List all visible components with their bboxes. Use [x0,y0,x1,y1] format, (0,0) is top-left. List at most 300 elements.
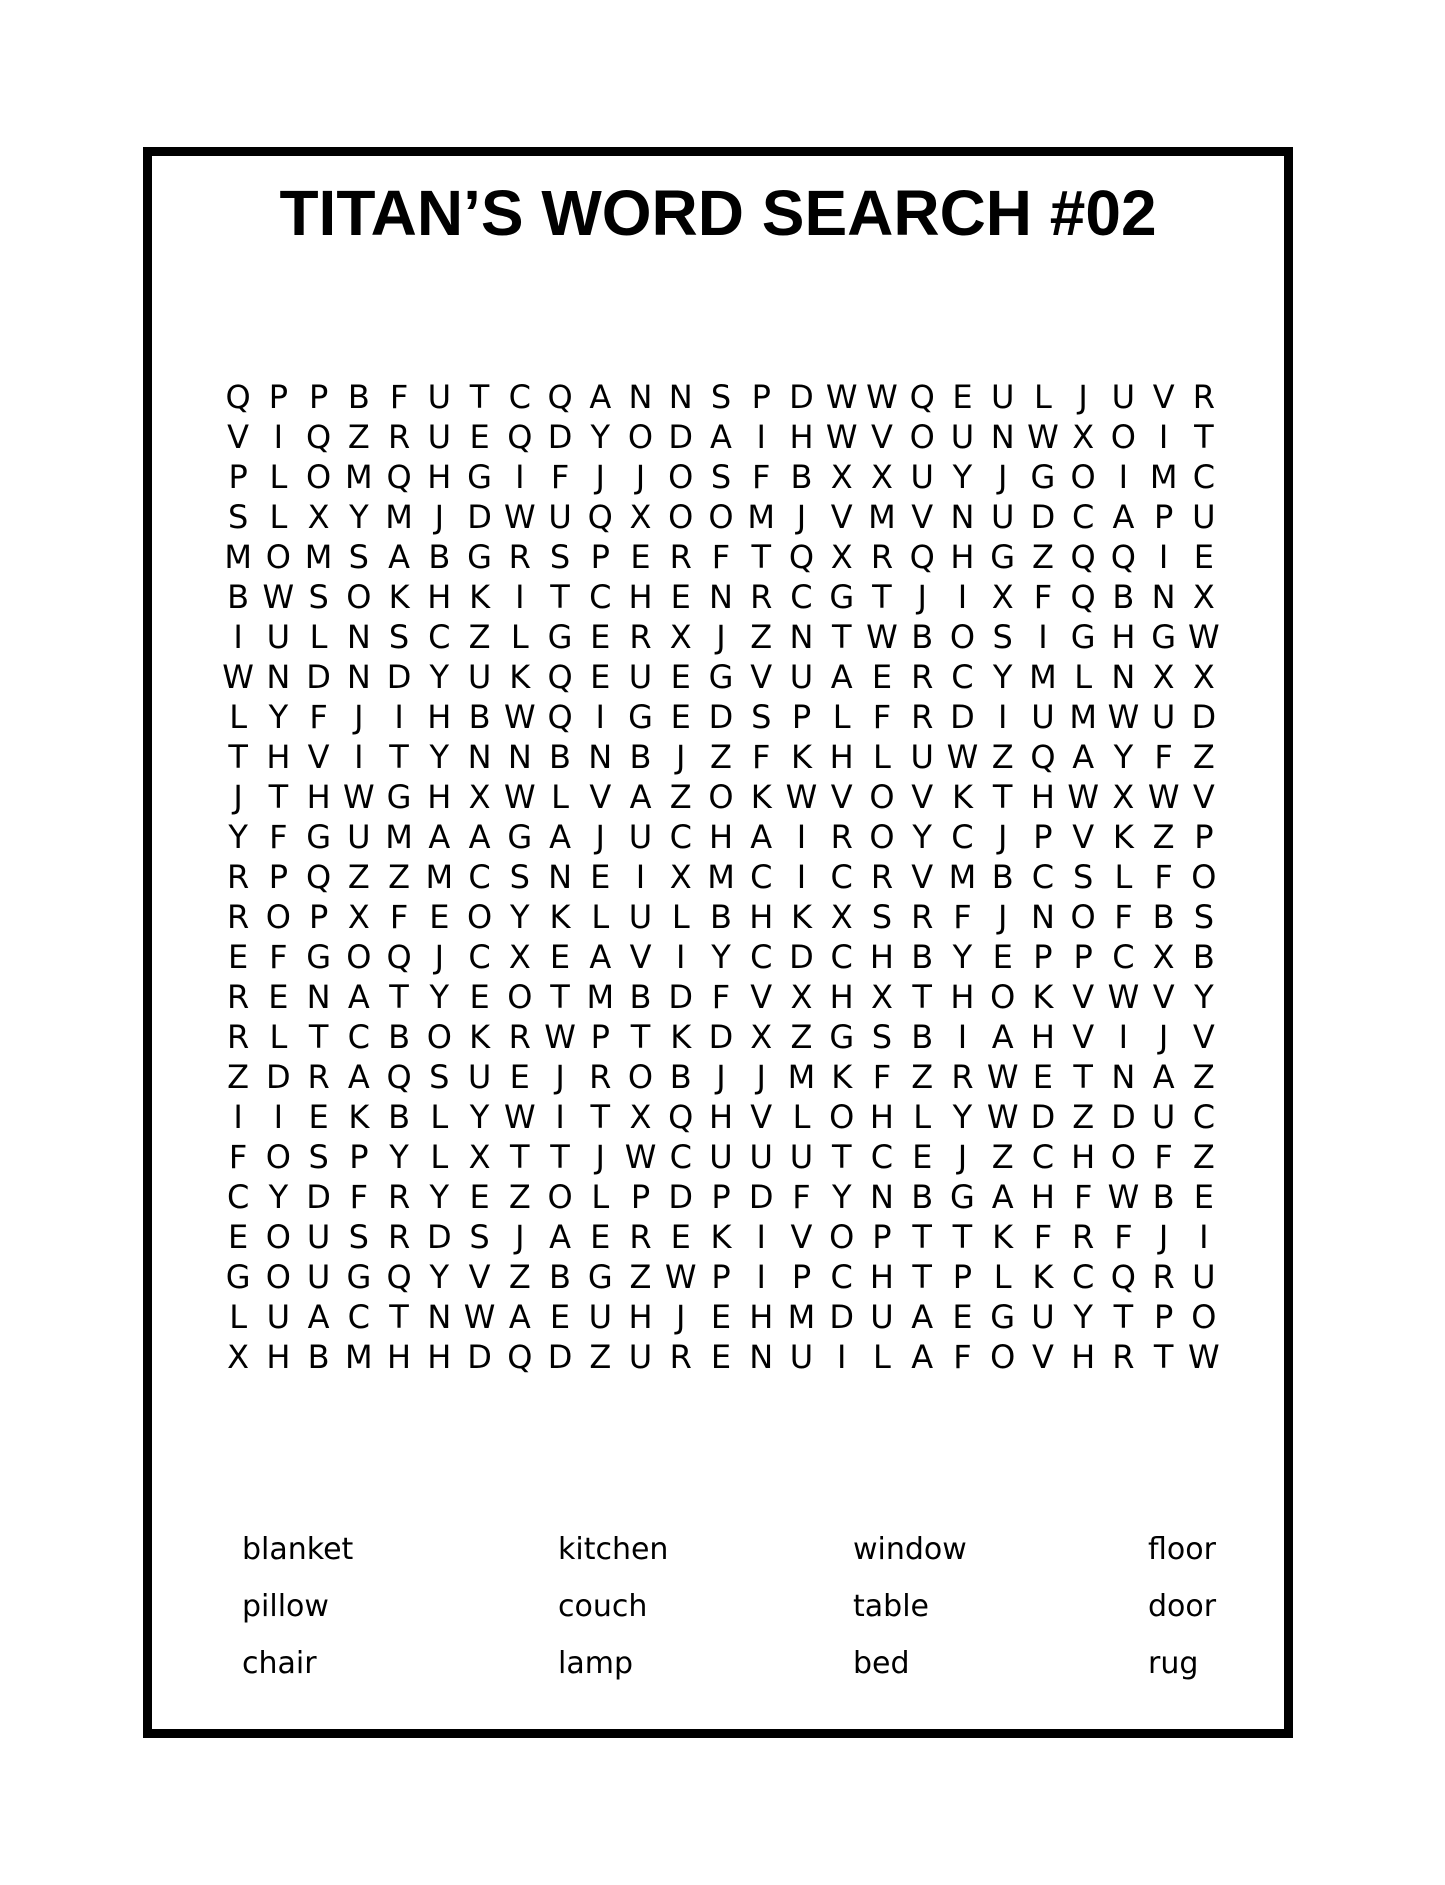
grid-letter: H [266,738,291,776]
grid-letter: U [467,658,492,696]
grid-letter: E [549,1298,571,1336]
grid-letter: N [668,378,693,416]
grid-letter: A [428,818,451,856]
grid-letter: C [226,1178,250,1216]
grid-letter: L [591,1178,610,1216]
grid-letter: L [873,1338,891,1376]
grid-letter: X [870,978,893,1016]
grid-letter: V [830,778,853,816]
grid-letter: W [1188,1338,1220,1376]
grid-letter: K [831,1058,853,1096]
grid-letter: Z [1031,538,1054,576]
grid-letter: U [347,818,371,856]
grid-letter: D [829,1298,855,1336]
grid-letter: F [752,458,771,496]
grid-letter: Q [386,458,412,496]
grid-letter: J [917,578,927,616]
grid-letter: U [910,738,934,776]
grid-letter: E [469,418,490,456]
grid-letter: S [348,538,369,576]
grid-letter: Z [1072,1098,1095,1136]
grid-letter: R [629,618,652,656]
grid-letter: C [347,1298,370,1336]
grid-letter: R [669,538,692,576]
grid-letter: U [789,1138,814,1176]
grid-letter: E [509,1058,530,1096]
grid-letter: O [1070,898,1096,936]
word-list-item: pillow [242,1589,329,1624]
word-list-item: table [853,1589,929,1624]
grid-letter: M [1069,698,1097,736]
grid-letter: S [751,698,772,736]
grid-letter: P [308,378,329,416]
grid-letter: Y [510,898,530,936]
grid-letter: C [1071,498,1095,536]
grid-letter: R [1072,1218,1095,1256]
word-list-item: lamp [558,1646,633,1681]
grid-letter: C [1192,458,1216,496]
grid-letter: G [990,1298,1016,1336]
grid-letter: W [785,778,818,816]
grid-letter: F [711,538,731,576]
grid-letter: B [991,858,1014,896]
grid-letter: K [790,738,812,776]
grid-letter: O [1191,1298,1217,1336]
grid-letter: C [790,578,813,616]
grid-letter: J [716,1058,726,1096]
grid-letter: C [951,658,974,696]
grid-letter: D [1191,698,1217,736]
grid-letter: P [268,378,288,416]
grid-letter: R [227,978,250,1016]
grid-letter: Z [1192,1058,1215,1096]
grid-letter: I [1158,418,1169,456]
grid-letter: W [503,698,536,736]
grid-letter: J [997,458,1008,496]
grid-letter: B [388,1098,411,1136]
grid-letter: J [354,698,364,736]
grid-letter: X [1072,418,1095,456]
grid-letter: G [1070,618,1096,656]
grid-letter: W [825,418,858,456]
grid-letter: B [227,578,250,616]
grid-letter: W [866,378,898,416]
grid-letter: I [1199,1218,1209,1256]
grid-letter: T [510,1138,530,1176]
grid-letter: Z [1192,738,1215,776]
grid-letter: K [388,578,410,616]
grid-letter: H [1030,778,1055,816]
grid-letter: G [346,1258,372,1296]
grid-letter: X [347,898,370,936]
grid-letter: U [910,458,934,496]
grid-letter: T [630,1018,651,1056]
grid-letter: C [428,618,451,656]
grid-letter: T [1073,1058,1093,1096]
grid-letter: I [1038,618,1048,656]
grid-letter: V [790,1218,813,1256]
grid-letter: O [1191,858,1217,896]
grid-letter: T [912,1218,932,1256]
grid-letter: U [266,1298,291,1336]
grid-letter: S [509,858,530,896]
grid-letter: L [1114,858,1133,896]
grid-letter: N [628,378,653,416]
grid-letter: V [1192,778,1215,816]
grid-letter: L [1034,378,1052,416]
grid-letter: D [547,418,573,456]
grid-letter: F [872,698,892,736]
grid-letter: Z [669,778,692,816]
grid-letter: Z [1152,818,1175,856]
grid-letter: C [870,1138,894,1176]
grid-letter: F [1114,898,1133,936]
grid-letter: D [708,1018,734,1056]
grid-letter: T [751,538,771,576]
grid-letter: Y [389,1138,409,1176]
word-list-item: kitchen [558,1532,669,1567]
grid-letter: J [997,818,1008,856]
grid-letter: X [830,898,853,936]
grid-letter: L [510,618,529,656]
grid-letter: P [1033,938,1053,976]
grid-letter: D [426,1218,452,1256]
grid-letter: F [228,1138,248,1176]
grid-letter: O [949,618,976,656]
grid-letter: T [268,778,289,816]
grid-letter: Z [468,618,491,656]
grid-letter: Z [991,738,1014,776]
grid-letter: O [265,1138,291,1176]
grid-letter: W [986,1058,1019,1096]
grid-letter: N [266,658,291,696]
grid-letter: J [676,738,686,776]
grid-letter: B [388,1018,411,1056]
grid-letter: J [756,1058,766,1096]
grid-letter: F [1114,1218,1133,1256]
grid-letter: R [750,578,773,616]
grid-letter: E [871,658,893,696]
grid-letter: D [386,658,412,696]
grid-letter: B [911,618,934,656]
grid-letter: E [469,1178,490,1216]
grid-letter: A [589,938,612,976]
grid-letter: N [990,418,1015,456]
grid-letter: O [265,538,291,576]
grid-letter: W [664,1258,697,1296]
grid-letter: V [750,978,773,1016]
grid-letter: H [829,978,854,1016]
grid-letter: L [269,1018,288,1056]
grid-letter: Z [347,858,370,896]
grid-letter: P [1073,938,1093,976]
grid-letter: C [1192,1098,1216,1136]
grid-letter: D [1030,1098,1056,1136]
grid-letter: C [830,858,853,896]
grid-letter: I [997,698,1008,736]
grid-letter: X [1112,778,1135,816]
grid-letter: J [796,498,807,536]
grid-letter: X [1192,658,1215,696]
grid-letter: F [349,1178,369,1216]
grid-letter: L [309,618,328,656]
grid-letter: L [1074,658,1093,696]
grid-letter: Z [227,1058,250,1096]
grid-letter: N [749,1338,774,1376]
grid-letter: O [869,778,895,816]
word-list-item: rug [1148,1646,1199,1681]
grid-letter: B [669,1058,692,1096]
grid-letter: V [750,1098,773,1136]
grid-letter: F [550,458,570,496]
grid-letter: E [228,938,249,976]
grid-letter: U [870,1298,894,1336]
grid-letter: Z [388,858,411,896]
grid-letter: Q [788,538,815,576]
grid-letter: U [1151,1098,1176,1136]
grid-letter: H [387,1338,412,1376]
grid-letter: D [1111,1098,1136,1136]
grid-letter: U [628,898,653,936]
grid-letter: X [629,498,652,536]
grid-letter: A [307,1298,330,1336]
grid-letter: O [708,498,734,536]
grid-letter: O [627,1058,654,1096]
word-list-item: chair [242,1646,317,1681]
grid-letter: W [1147,778,1180,816]
grid-letter: J [595,818,605,856]
grid-letter: K [710,1218,732,1256]
grid-letter: F [953,1338,972,1376]
grid-letter: C [347,1018,370,1056]
grid-letter: H [1030,1178,1055,1216]
grid-letter: E [670,1218,691,1256]
grid-letter: E [710,1298,732,1336]
grid-letter: B [1152,1178,1175,1216]
grid-letter: S [308,578,329,616]
grid-letter: N [789,618,814,656]
grid-letter: V [1192,1018,1215,1056]
grid-letter: G [628,698,653,736]
grid-letter: I [957,1018,968,1056]
grid-letter: O [346,578,372,616]
grid-letter: S [710,458,732,496]
grid-letter: A [830,658,853,696]
grid-letter: Z [790,1018,813,1056]
grid-letter: X [1192,578,1215,616]
grid-letter: A [589,378,612,416]
grid-letter: M [586,978,615,1016]
grid-letter: Y [952,1098,973,1136]
grid-letter: J [1078,378,1088,416]
grid-letter: O [668,498,694,536]
grid-letter: T [469,378,490,416]
grid-letter: I [796,858,807,896]
grid-letter: M [385,818,413,856]
grid-letter: J [957,1138,968,1176]
grid-letter: S [429,1058,450,1096]
grid-letter: Z [508,1258,531,1296]
grid-letter: K [509,658,531,696]
grid-letter: L [832,698,851,736]
grid-letter: T [550,578,570,616]
grid-letter: N [346,618,371,656]
grid-letter: O [466,898,493,936]
grid-letter: Q [1110,538,1136,576]
grid-letter: B [549,1258,571,1296]
grid-letter: W [1067,778,1099,816]
grid-letter: M [787,1058,816,1096]
grid-letter: V [750,658,773,696]
grid-letter: P [711,1178,731,1216]
grid-letter: T [1153,1338,1174,1376]
grid-letter: O [829,1098,855,1136]
grid-letter: E [268,978,289,1016]
grid-letter: R [1112,1338,1135,1376]
grid-letter: S [227,498,249,536]
grid-letter: I [957,578,968,616]
grid-letter: U [789,1338,814,1376]
grid-letter: T [992,778,1013,816]
grid-letter: Q [909,538,935,576]
grid-letter: L [551,778,569,816]
grid-letter: B [347,378,370,416]
grid-letter: E [1032,1058,1054,1096]
grid-letter: X [468,1138,491,1176]
grid-letter: D [668,978,694,1016]
grid-letter: K [750,778,772,816]
grid-letter: L [671,898,690,936]
grid-letter: F [1033,578,1053,616]
grid-letter: R [870,538,894,576]
grid-letter: U [266,618,291,656]
grid-letter: G [1030,458,1056,496]
grid-letter: O [990,1338,1016,1376]
grid-letter: Y [429,658,450,696]
grid-letter: U [709,1138,733,1176]
grid-letter: Y [268,1178,289,1216]
grid-letter: O [1110,1138,1136,1176]
grid-letter: I [273,418,284,456]
grid-letter: I [354,738,364,776]
grid-letter: P [1033,818,1053,856]
grid-letter: K [1032,1258,1054,1296]
grid-letter: R [387,418,411,456]
grid-letter: N [1111,1058,1136,1096]
grid-letter: O [346,938,372,976]
grid-letter: K [348,1098,370,1136]
grid-letter: H [427,1338,452,1376]
grid-letter: F [1154,858,1173,896]
grid-letter: R [508,538,531,576]
grid-letter: H [869,1098,894,1136]
grid-letter: I [756,418,766,456]
grid-letter: M [304,538,333,576]
grid-letter: F [269,938,288,976]
grid-letter: Q [386,938,412,976]
grid-letter: H [950,538,975,576]
grid-letter: B [911,1018,934,1056]
grid-letter: Y [429,978,450,1016]
grid-letter: A [629,778,652,816]
grid-letter: H [789,418,814,456]
grid-letter: B [629,738,652,776]
grid-letter: N [306,978,331,1016]
grid-letter: K [992,1218,1014,1256]
word-list-item: door [1148,1589,1217,1624]
grid-letter: X [750,1018,773,1056]
grid-letter: H [708,1098,734,1136]
grid-letter: R [387,1218,411,1256]
grid-letter: T [952,1218,973,1256]
grid-letter: J [595,1138,605,1176]
grid-letter: K [1112,818,1134,856]
grid-letter: M [787,1298,816,1336]
grid-letter: W [463,1298,496,1336]
grid-letter: P [751,378,771,416]
grid-letter: S [348,1218,369,1256]
grid-letter: M [707,858,735,896]
grid-letter: E [710,1338,732,1376]
grid-letter: T [389,738,409,776]
grid-letter: W [503,498,536,536]
grid-letter: X [790,978,813,1016]
grid-letter: G [708,658,734,696]
grid-letter: P [791,698,812,736]
grid-letter: J [434,938,445,976]
grid-letter: C [1112,938,1135,976]
grid-letter: D [306,1178,331,1216]
grid-letter: R [227,1018,250,1056]
grid-letter: G [990,538,1016,576]
grid-letter: G [306,938,331,976]
grid-letter: I [515,578,525,616]
grid-letter: T [831,1138,852,1176]
grid-letter: Q [587,498,613,536]
grid-letter: E [549,938,571,976]
grid-letter: D [547,1338,573,1376]
grid-letter: N [1111,658,1136,696]
grid-letter: O [547,1178,573,1216]
grid-letter: X [629,1098,652,1136]
grid-letter: A [1112,498,1135,536]
grid-letter: T [389,978,409,1016]
grid-letter: G [225,1258,251,1296]
grid-letter: C [1031,858,1055,896]
grid-letter: O [990,978,1016,1016]
grid-letter: H [427,778,452,816]
grid-letter: N [427,1298,452,1336]
grid-letter: V [1072,1018,1095,1056]
grid-letter: K [670,1018,692,1056]
grid-letter: M [224,538,252,576]
grid-letter: O [265,1218,291,1256]
grid-letter: Y [429,738,450,776]
grid-letter: H [1071,1338,1096,1376]
grid-letter: C [468,938,491,976]
grid-letter: Z [508,1178,531,1216]
grid-letter: F [269,818,288,856]
grid-letter: P [268,858,288,896]
grid-letter: L [229,1298,248,1336]
grid-letter: Q [1070,538,1096,576]
grid-letter: Z [991,1138,1014,1176]
grid-letter: W [946,738,979,776]
grid-letter: N [869,1178,894,1216]
grid-letter: N [346,658,371,696]
grid-letter: O [426,1018,452,1056]
grid-letter: W [222,658,254,696]
